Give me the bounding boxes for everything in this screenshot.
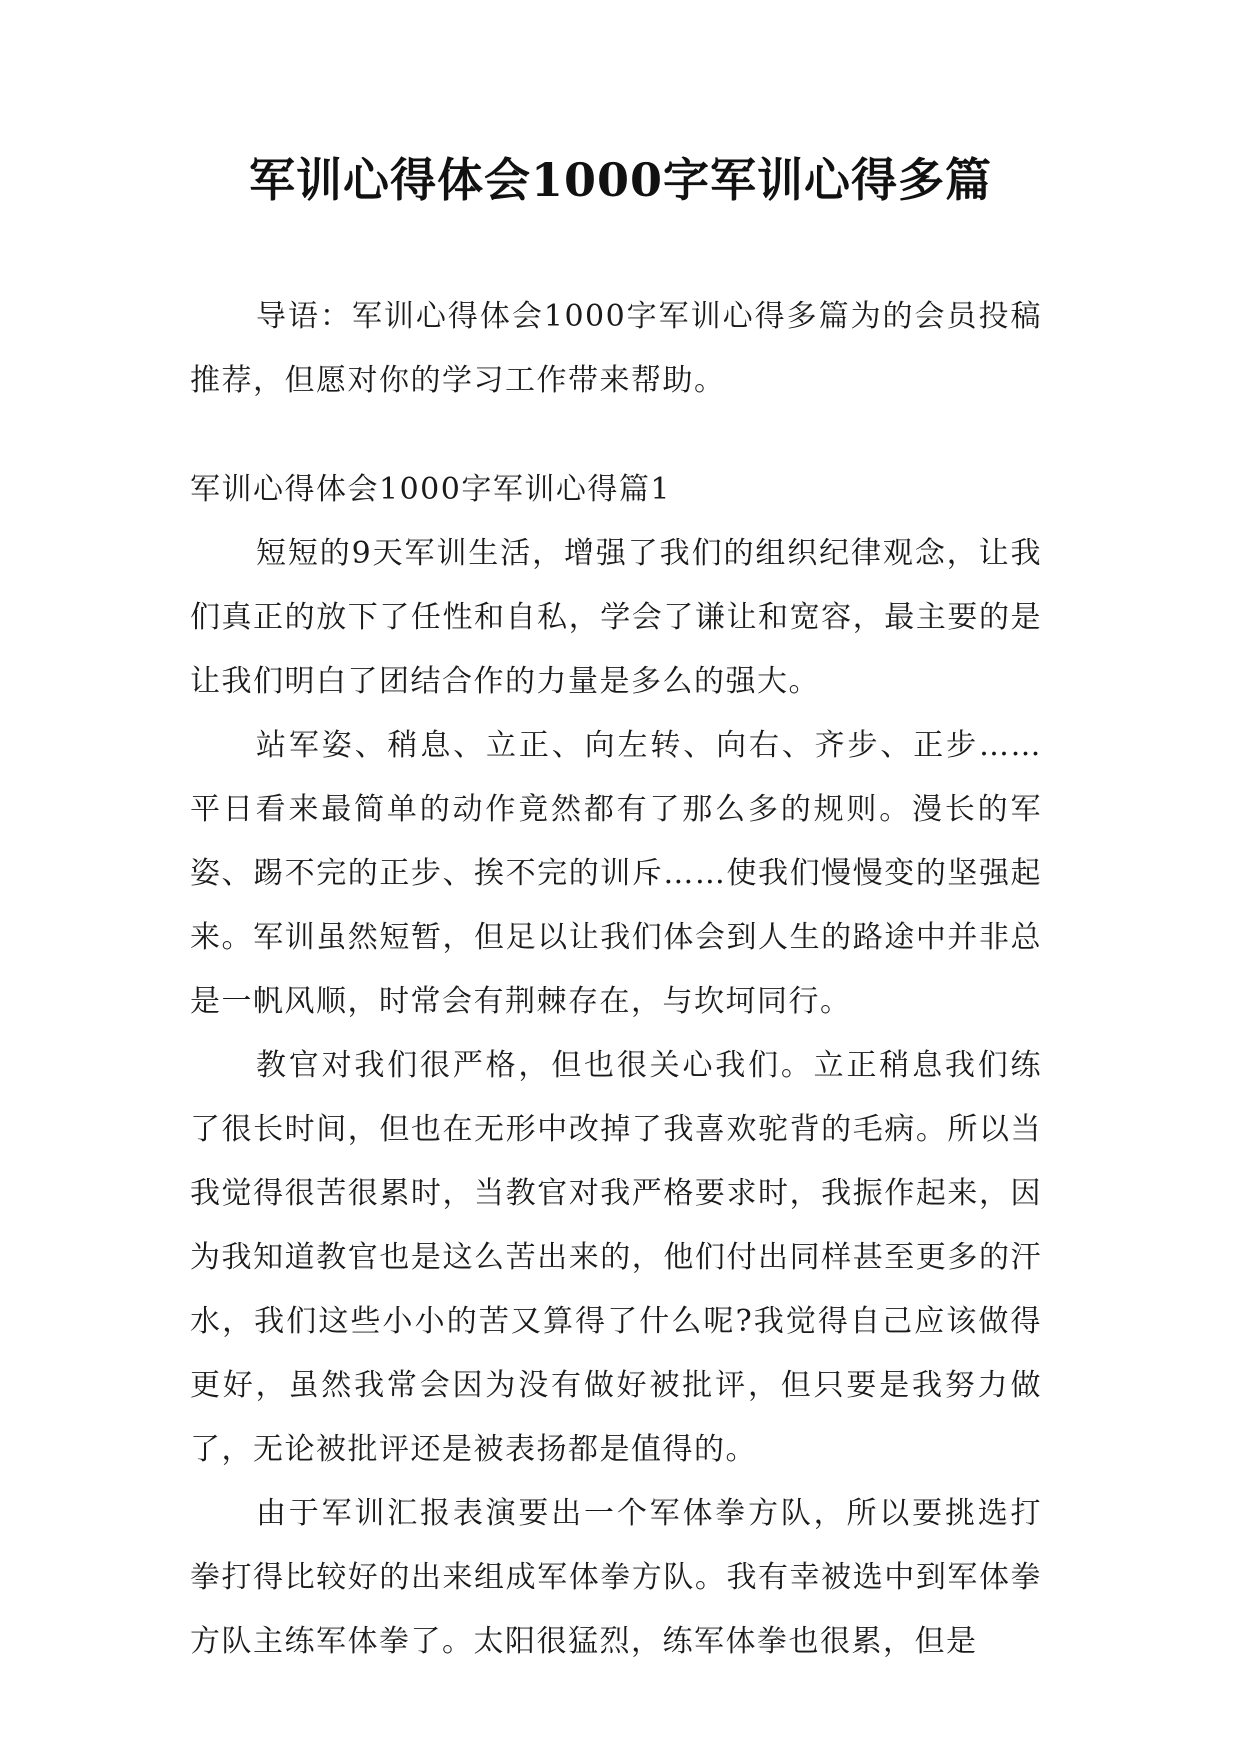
body-paragraph: 站军姿、稍息、立正、向左转、向右、齐步、正步……平日看来最简单的动作竟然都有了那么多的规则。漫长的军姿、踢不完的正步、挨不完的训斥……使我们慢慢变的坚强起来。军训虽然短暂，但足以让我们体会到人生的路途中并非总是一帆风顺，时常会有荆棘存在，与坎坷同行。 [190, 728, 1042, 1019]
article-body [190, 458, 1042, 1674]
body-paragraph: 短短的9天军训生活，增强了我们的组织纪律观念，让我们真正的放下了任性和自私，学会了谦让和宽容，最主要的是让我们明白了团结合作的力量是多么的强大。 [190, 536, 1042, 699]
body-paragraph: 教官对我们很严格，但也很关心我们。立正稍息我们练了很长时间，但也在无形中改掉了我喜欢驼背的毛病。所以当我觉得很苦很累时，当教官对我严格要求时，我振作起来，因为我知道教官也是这么苦出来的，他们付出同样甚至更多的汗水，我们这些小小的苦又算得了什么呢?我觉得自己应该做得更好，虽然我常会因为没有做好被批评，但只要是我努力做了，无论被批评还是被表扬都是值得的。 [190, 1048, 1042, 1467]
intro-block [190, 285, 1042, 413]
body-paragraph: 由于军训汇报表演要出一个军体拳方队，所以要挑选打拳打得比较好的出来组成军体拳方队。我有幸被选中到军体拳方队主练军体拳了。太阳很猛烈，练军体拳也很累，但是 [190, 1496, 1042, 1659]
document-title: 军训心得体会1000字军训心得多篇 [248, 153, 993, 207]
section-heading: 军训心得体会1000字军训心得篇1 [190, 472, 671, 507]
intro-paragraph: 导语：军训心得体会1000字军训心得多篇为的会员投稿推荐，但愿对你的学习工作带来帮助。 [190, 299, 1042, 398]
